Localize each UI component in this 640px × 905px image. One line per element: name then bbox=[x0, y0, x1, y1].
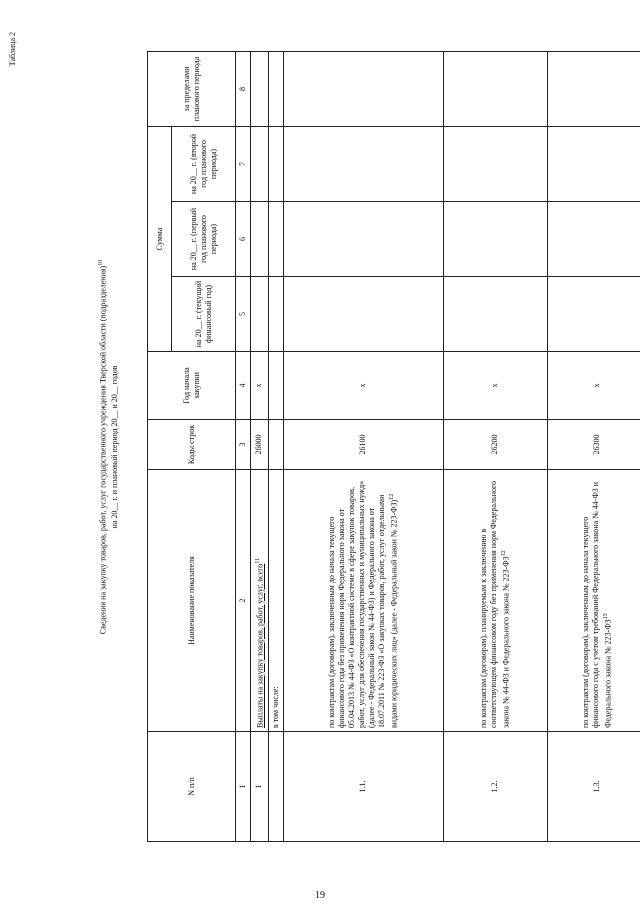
header-n: N п/п bbox=[148, 732, 236, 842]
row-code: 26200 bbox=[443, 420, 547, 470]
col-number: 5 bbox=[236, 277, 251, 352]
header-col8: за пределами планового периода bbox=[148, 51, 236, 126]
row-code: 26000 bbox=[251, 420, 269, 470]
row-number: 1.1. bbox=[283, 732, 443, 842]
header-sum: Сумма bbox=[148, 126, 172, 351]
table-row bbox=[443, 51, 547, 841]
row-number: 1 bbox=[251, 732, 269, 842]
rotated-page bbox=[0, 22, 640, 872]
row-year: x bbox=[251, 352, 269, 420]
row-name: по контрактам (договорам), заключенным до начала текущего финансового года с учетом требований Федерального закона № 44-ФЗ и Федерального закона № 223-ФЗ$^{13}$ bbox=[547, 470, 640, 732]
table-row bbox=[251, 51, 269, 841]
row-code: 26300 bbox=[547, 420, 640, 470]
table-heading bbox=[96, 22, 120, 872]
col-number: 4 bbox=[236, 352, 251, 420]
table-label: Таблица 2 bbox=[8, 32, 17, 67]
header-col7: на 20__ г. (второй год планового периода) bbox=[172, 126, 236, 201]
table-row bbox=[268, 51, 283, 841]
col-number: 3 bbox=[236, 420, 251, 470]
row-code: 26100 bbox=[283, 420, 443, 470]
row-year: x bbox=[443, 352, 547, 420]
heading-line2: на 20__ г. и плановый период 20__ и 20__ годов bbox=[109, 365, 119, 529]
header-code: Коды строк bbox=[148, 420, 236, 470]
row-name: Выплаты на закупку товаров, работ, услуг, всего$^{11}$ bbox=[251, 470, 269, 732]
header-col6: на 20__ г. (первый год планового периода) bbox=[172, 202, 236, 277]
header-name: Наименование показателя bbox=[148, 470, 236, 732]
header-year-start: Год начала закупки bbox=[148, 352, 236, 420]
page-number: 19 bbox=[315, 890, 325, 901]
col-number: 7 bbox=[236, 126, 251, 201]
row-name: по контрактам (договорам), заключенным до начала текущего финансового года без применения норм Федерального закона от 05.04.2013 № 44-ФЗ «О контрактной системе в сфере закупок товаров, работ, услуг для обеспечения государственных и муниципальных нужд» (далее - Федеральный закон № 44-ФЗ) и Федерального закона от 18.07.2011 № 223-ФЗ «О закупках товаров, работ, услуг отдельными видами юридических лиц» (далее - Федеральный закон № 223-ФЗ)$^{12}$ bbox=[283, 470, 443, 732]
row-year: x bbox=[283, 352, 443, 420]
col-number: 2 bbox=[236, 470, 251, 732]
table-row bbox=[283, 51, 443, 841]
row-name: по контрактам (договорам), планируемым к заключению в соответствующем финансовом году без применения норм Федерального закона № 44-ФЗ и Федерального закона № 223-ФЗ$^{12}$ bbox=[443, 470, 547, 732]
row-in-that: в том числе: bbox=[268, 470, 283, 732]
row-number: 1.2. bbox=[443, 732, 547, 842]
col-number: 1 bbox=[236, 732, 251, 842]
procurement-table bbox=[147, 51, 640, 842]
row-number: 1.3. bbox=[547, 732, 640, 842]
table-row bbox=[547, 51, 640, 841]
heading-footnote: 10 bbox=[98, 259, 104, 266]
row-year: x bbox=[547, 352, 640, 420]
heading-line1: Сведения на закупку товаров, работ, услуг государственного учреждения Тверской области (подразделения) bbox=[98, 265, 108, 635]
col-number: 6 bbox=[236, 202, 251, 277]
col-number: 8 bbox=[236, 51, 251, 126]
header-col5: на 20__ г. (текущий финансовый год) bbox=[172, 277, 236, 352]
